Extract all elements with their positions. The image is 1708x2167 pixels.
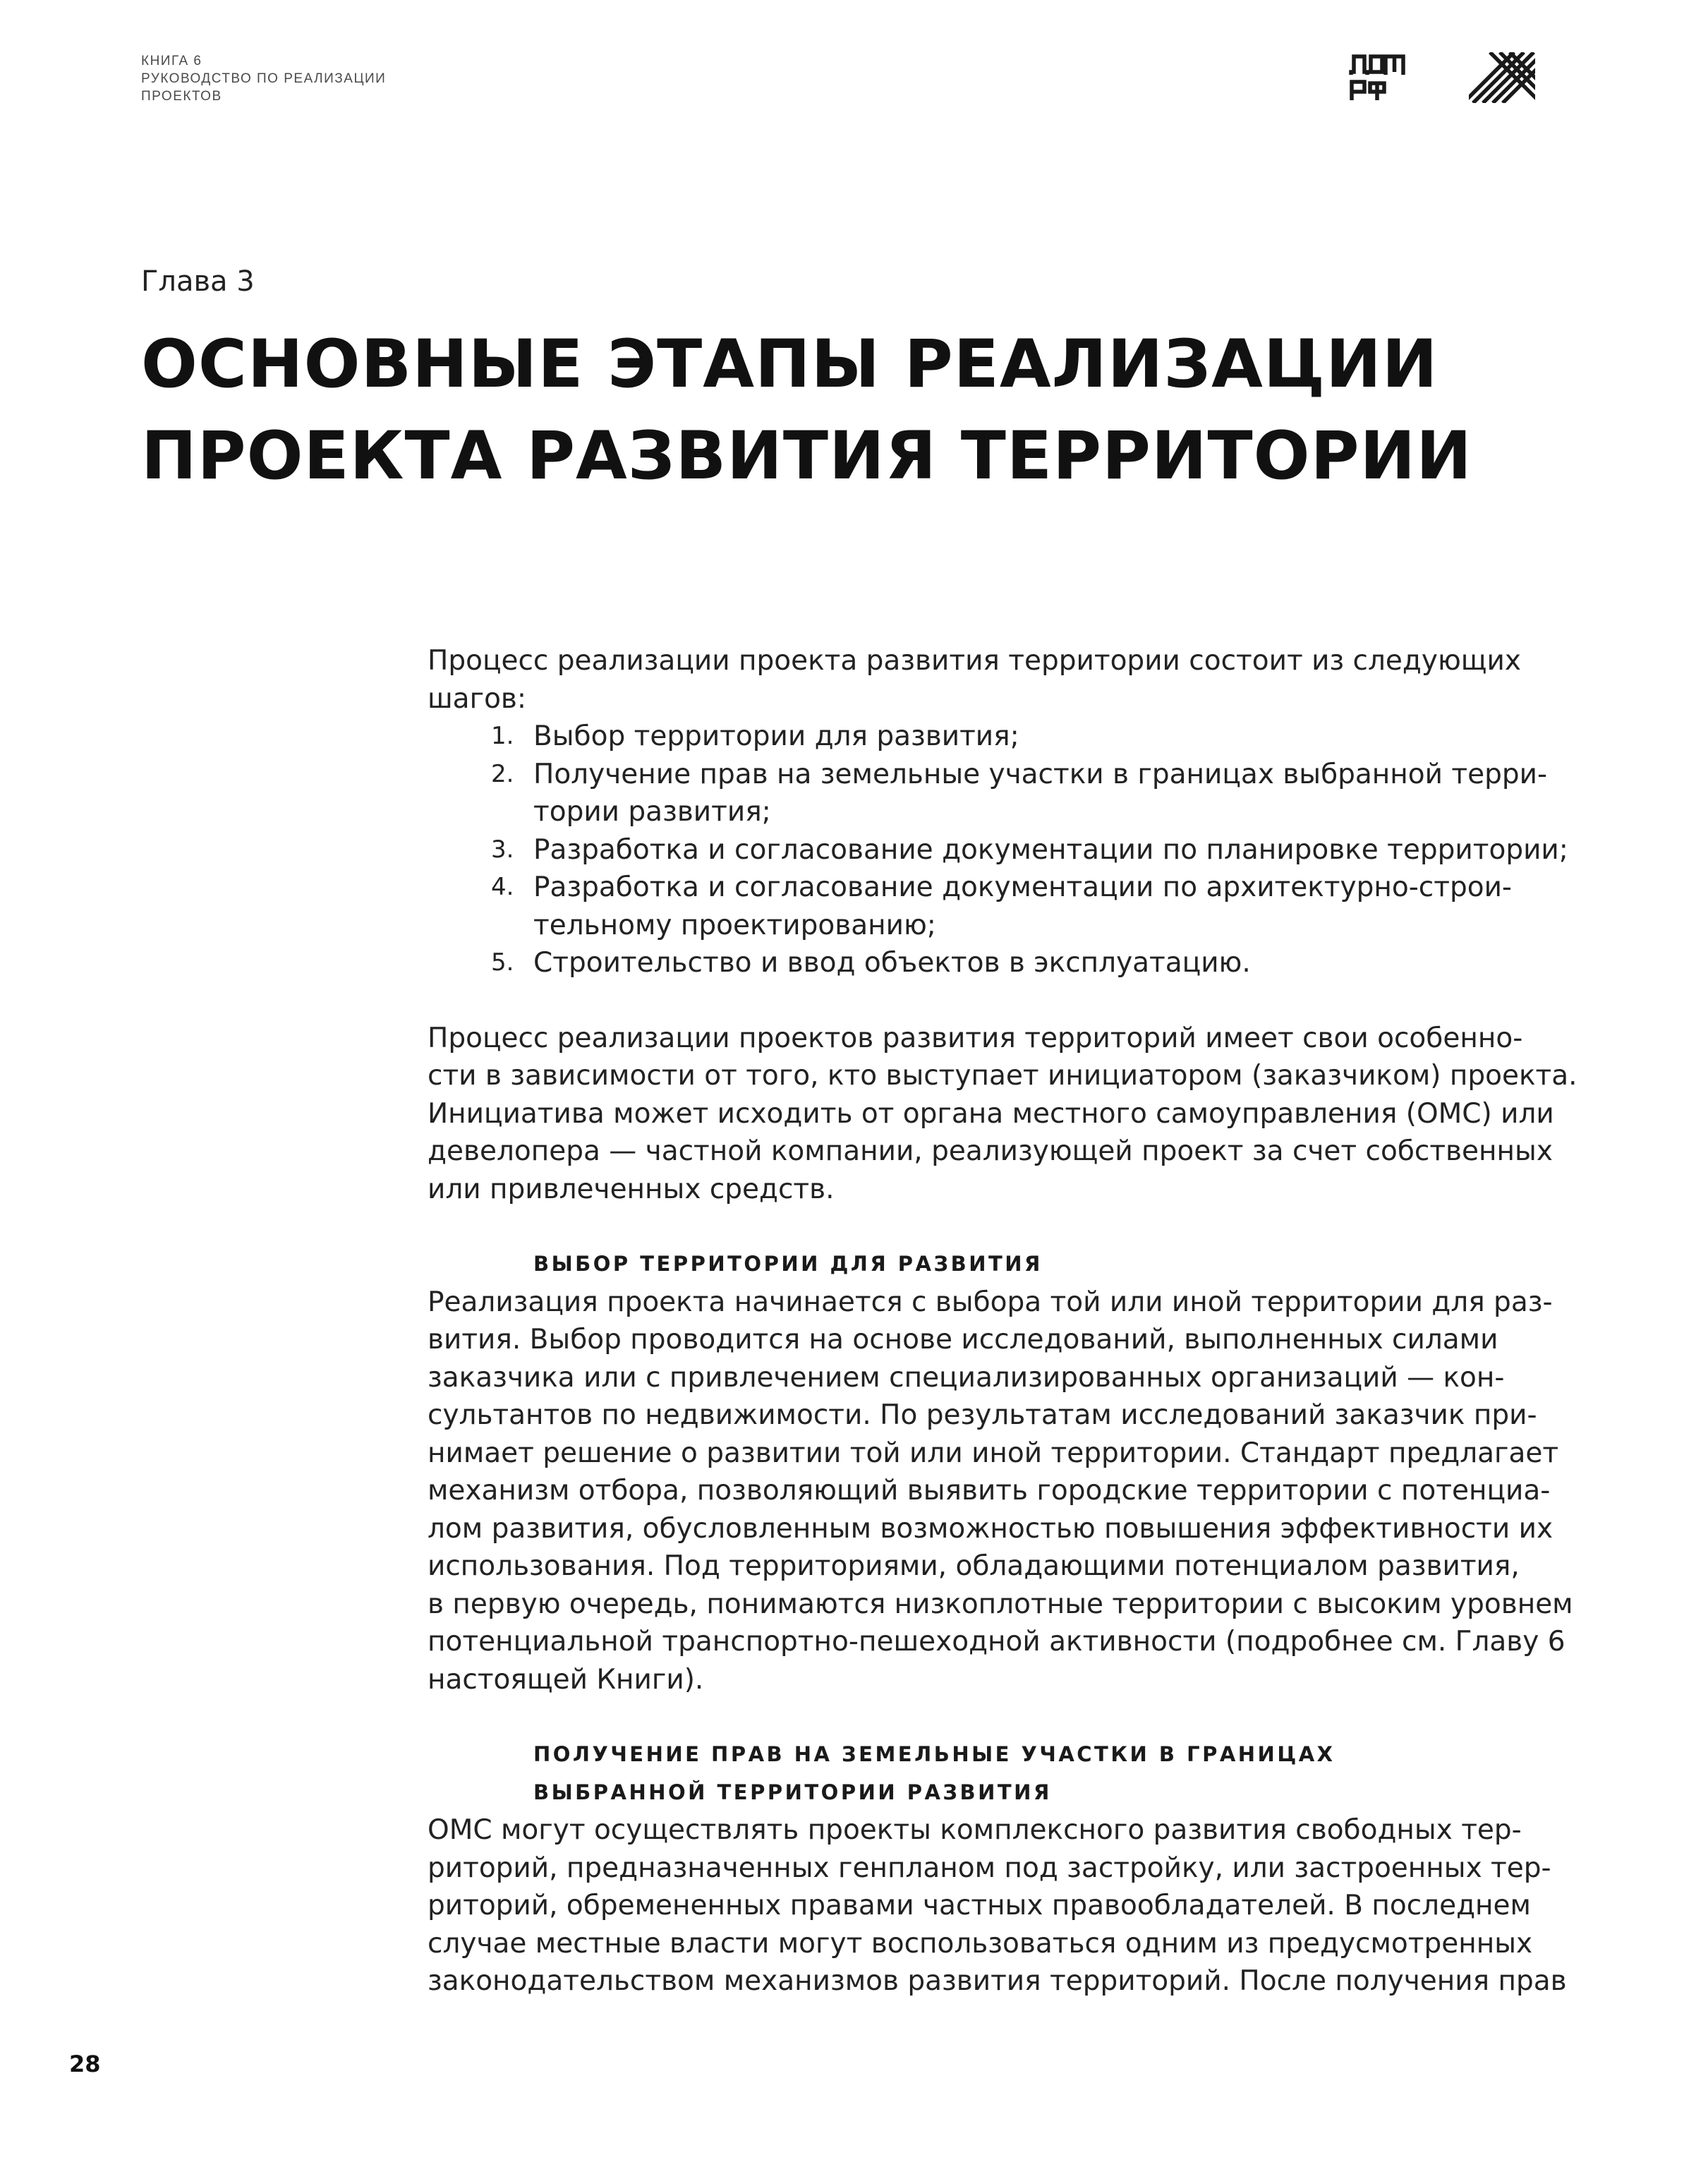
list-number: 3. xyxy=(491,835,514,864)
text-line: Реализация проекта начинается с выбора той или иной территории для раз- xyxy=(428,1286,1553,1318)
text-line: Процесс реализации проектов развития территорий имеет свои особенно- xyxy=(428,1022,1523,1054)
section-heading: ВЫБРАННОЙ ТЕРРИТОРИИ РАЗВИТИЯ xyxy=(533,1780,1052,1804)
chapter-label: Глава 3 xyxy=(141,265,255,298)
list-item xyxy=(428,944,1542,982)
text-line: вития. Выбор проводится на основе исследований, выполненных силами xyxy=(428,1324,1498,1356)
section-territory-choice xyxy=(428,1245,1573,1698)
title-line: ПРОЕКТА РАЗВИТИЯ ТЕРРИТОРИИ xyxy=(141,418,1472,495)
list-number: 1. xyxy=(491,722,514,750)
steps-list xyxy=(428,718,1568,982)
running-header xyxy=(141,52,386,105)
list-number: 2. xyxy=(491,759,514,788)
pattern-logo xyxy=(1469,52,1535,103)
text-line: Получение прав на земельные участки в границах выбранной терри- xyxy=(533,758,1548,790)
text-line: риторий, обремененных правами частных правообладателей. В последнем xyxy=(428,1890,1531,1921)
text-line: сти в зависимости от того, кто выступает инициатором (заказчиком) проекта. xyxy=(428,1060,1577,1092)
page-number: 28 xyxy=(69,2051,101,2077)
text-line: тельному проектированию; xyxy=(533,909,936,941)
text-line: Инициатива может исходить от органа местного самоуправления (ОМС) или xyxy=(428,1097,1554,1130)
initiator-paragraph xyxy=(428,1020,1577,1209)
header-line-guide: РУКОВОДСТВО ПО РЕАЛИЗАЦИИ xyxy=(141,71,387,86)
text-line: настоящей Книги). xyxy=(428,1663,704,1696)
text-line: механизм отбора, позволяющий выявить городские территории с потенциа- xyxy=(428,1475,1551,1507)
list-item xyxy=(428,869,1542,944)
page-title xyxy=(141,319,1472,502)
text-line: Процесс реализации проекта развития территории состоит из следующих xyxy=(428,645,1521,677)
dom-rf-logo xyxy=(1347,54,1407,102)
title-line: ОСНОВНЫЕ ЭТАПЫ РЕАЛИЗАЦИИ xyxy=(141,326,1439,403)
text-line: девелопера — частной компании, реализующей проект за счет собственных xyxy=(428,1135,1553,1167)
list-item xyxy=(428,718,1542,756)
text-line: Выбор территории для развития; xyxy=(533,720,1019,752)
text-line: или привлеченных средств. xyxy=(428,1173,835,1205)
text-line: Разработка и согласование документации по планировке территории; xyxy=(533,833,1568,866)
header-line-projects: ПРОЕКТОВ xyxy=(141,89,222,104)
text-line: заказчика или с привлечением специализированных организаций — кон- xyxy=(428,1361,1505,1394)
text-line: нимает решение о развитии той или иной территории. Стандарт предлагает xyxy=(428,1437,1559,1469)
text-line: случае местные власти могут воспользоваться одним из предусмотренных xyxy=(428,1927,1533,1960)
text-line: в первую очередь, понимаются низкоплотные территории с высоким уровнем xyxy=(428,1588,1573,1620)
section-land-rights xyxy=(428,1736,1567,2000)
text-line: потенциальной транспортно-пешеходной активности (подробнее см. Главу 6 xyxy=(428,1626,1565,1658)
body-text xyxy=(428,642,1577,2000)
text-line: ОМС могут осуществлять проекты комплексного развития свободных тер- xyxy=(428,1814,1522,1846)
text-line: Строительство и ввод объектов в эксплуатацию. xyxy=(533,947,1251,979)
text-line: тории развития; xyxy=(533,796,771,828)
text-line: использования. Под территориями, обладающими потенциалом развития, xyxy=(428,1550,1520,1582)
section-heading: ПОЛУЧЕНИЕ ПРАВ НА ЗЕМЕЛЬНЫЕ УЧАСТКИ В ГРАНИЦАХ xyxy=(533,1742,1335,1766)
list-number: 5. xyxy=(491,948,514,977)
text-line: Разработка и согласование документации по архитектурно-строи- xyxy=(533,871,1512,903)
text-line: лом развития, обусловленным возможностью повышения эффективности их xyxy=(428,1512,1553,1545)
section-heading: ВЫБОР ТЕРРИТОРИИ ДЛЯ РАЗВИТИЯ xyxy=(533,1252,1043,1276)
text-line: шагов: xyxy=(428,682,527,715)
text-line: законодательством механизмов развития территорий. После получения прав xyxy=(428,1965,1567,1997)
list-number: 4. xyxy=(491,873,514,901)
list-item xyxy=(428,756,1548,831)
intro-paragraph xyxy=(428,642,1542,718)
header-line-book: КНИГА 6 xyxy=(141,54,202,68)
list-item xyxy=(428,831,1568,869)
text-line: сультантов по недвижимости. По результатам исследований заказчик при- xyxy=(428,1399,1537,1431)
text-line: риторий, предназначенных генпланом под застройку, или застроенных тер- xyxy=(428,1852,1551,1884)
